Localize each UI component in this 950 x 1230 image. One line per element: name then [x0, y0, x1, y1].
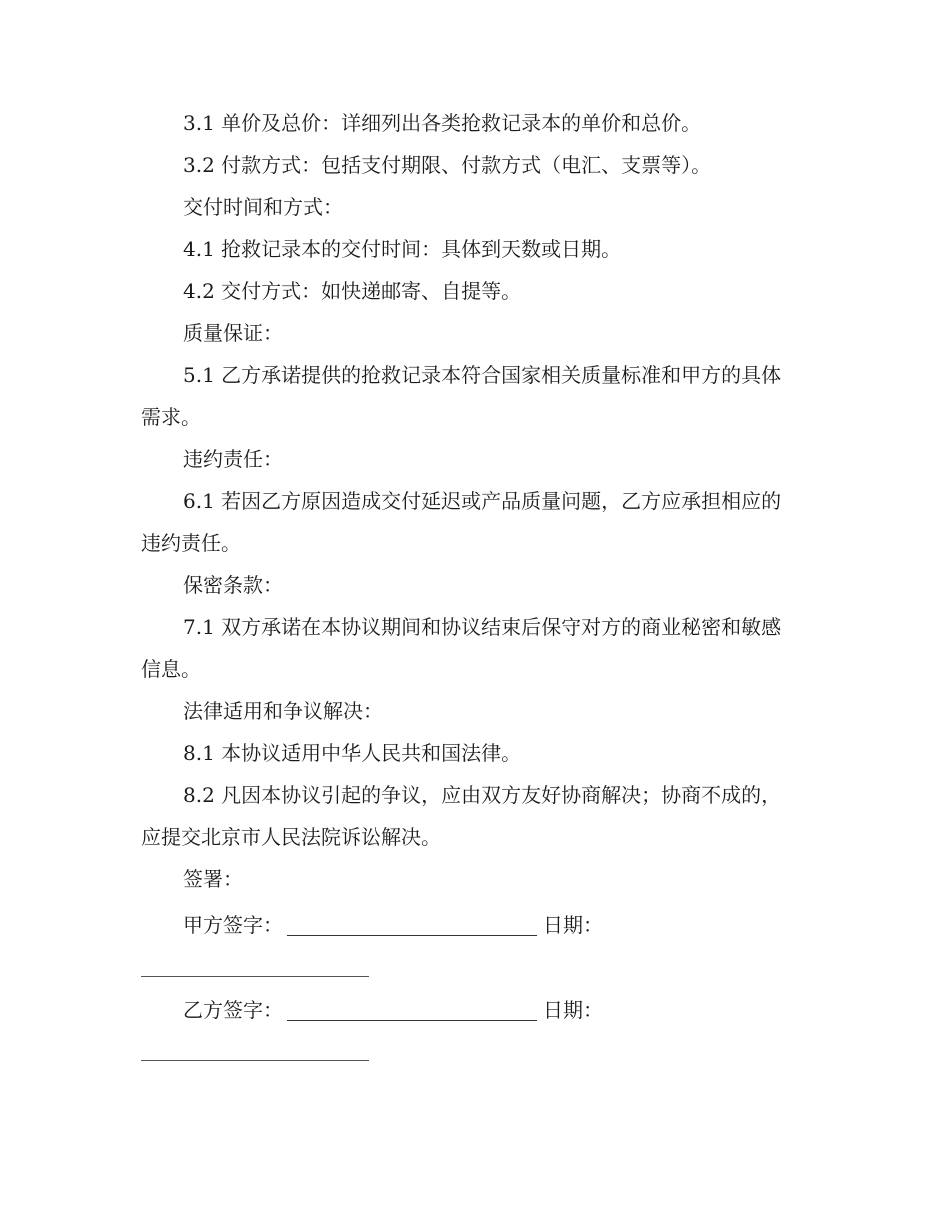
clause-8-1: 8.1 本协议适用中华人民共和国法律。 — [183, 741, 522, 765]
party-b-signature-label: 乙方签字： — [183, 998, 283, 1022]
party-a-signature-label: 甲方签字： — [183, 913, 283, 937]
section-heading-quality: 质量保证： — [183, 321, 283, 345]
clause-3-2: 3.2 付款方式：包括支付期限、付款方式（电汇、支票等）。 — [183, 153, 712, 177]
section-heading-liability: 违约责任： — [183, 447, 283, 471]
party-b-signature-field[interactable] — [287, 1000, 537, 1021]
party-a-signature-field[interactable] — [287, 915, 537, 936]
clause-5-1: 5.1 乙方承诺提供的抢救记录本符合国家相关质量标准和甲方的具体需求。 — [141, 363, 782, 429]
section-heading-delivery: 交付时间和方式： — [183, 195, 343, 219]
clause-4-1: 4.1 抢救记录本的交付时间：具体到天数或日期。 — [183, 237, 622, 261]
party-b-date-field[interactable] — [141, 1060, 369, 1061]
clause-6-1: 6.1 若因乙方原因造成交付延迟或产品质量问题，乙方应承担相应的违约责任。 — [141, 489, 782, 555]
party-a-date-field[interactable] — [141, 976, 369, 977]
clause-8-2: 8.2 凡因本协议引起的争议，应由双方友好协商解决；协商不成的，应提交北京市人民法院诉讼解决。 — [141, 783, 782, 849]
clause-4-2: 4.2 交付方式：如快递邮寄、自提等。 — [183, 279, 522, 303]
party-a-date-label: 日期： — [543, 913, 603, 937]
party-b-signature-line — [141, 989, 801, 1031]
party-b-date-label: 日期： — [543, 998, 603, 1022]
section-heading-signing: 签署： — [183, 867, 243, 891]
section-heading-confidentiality: 保密条款： — [183, 573, 283, 597]
party-a-signature-line — [141, 904, 801, 946]
clause-3-1: 3.1 单价及总价：详细列出各类抢救记录本的单价和总价。 — [183, 111, 702, 135]
section-heading-law: 法律适用和争议解决： — [183, 699, 383, 723]
clause-7-1: 7.1 双方承诺在本协议期间和协议结束后保守对方的商业秘密和敏感信息。 — [141, 615, 782, 681]
